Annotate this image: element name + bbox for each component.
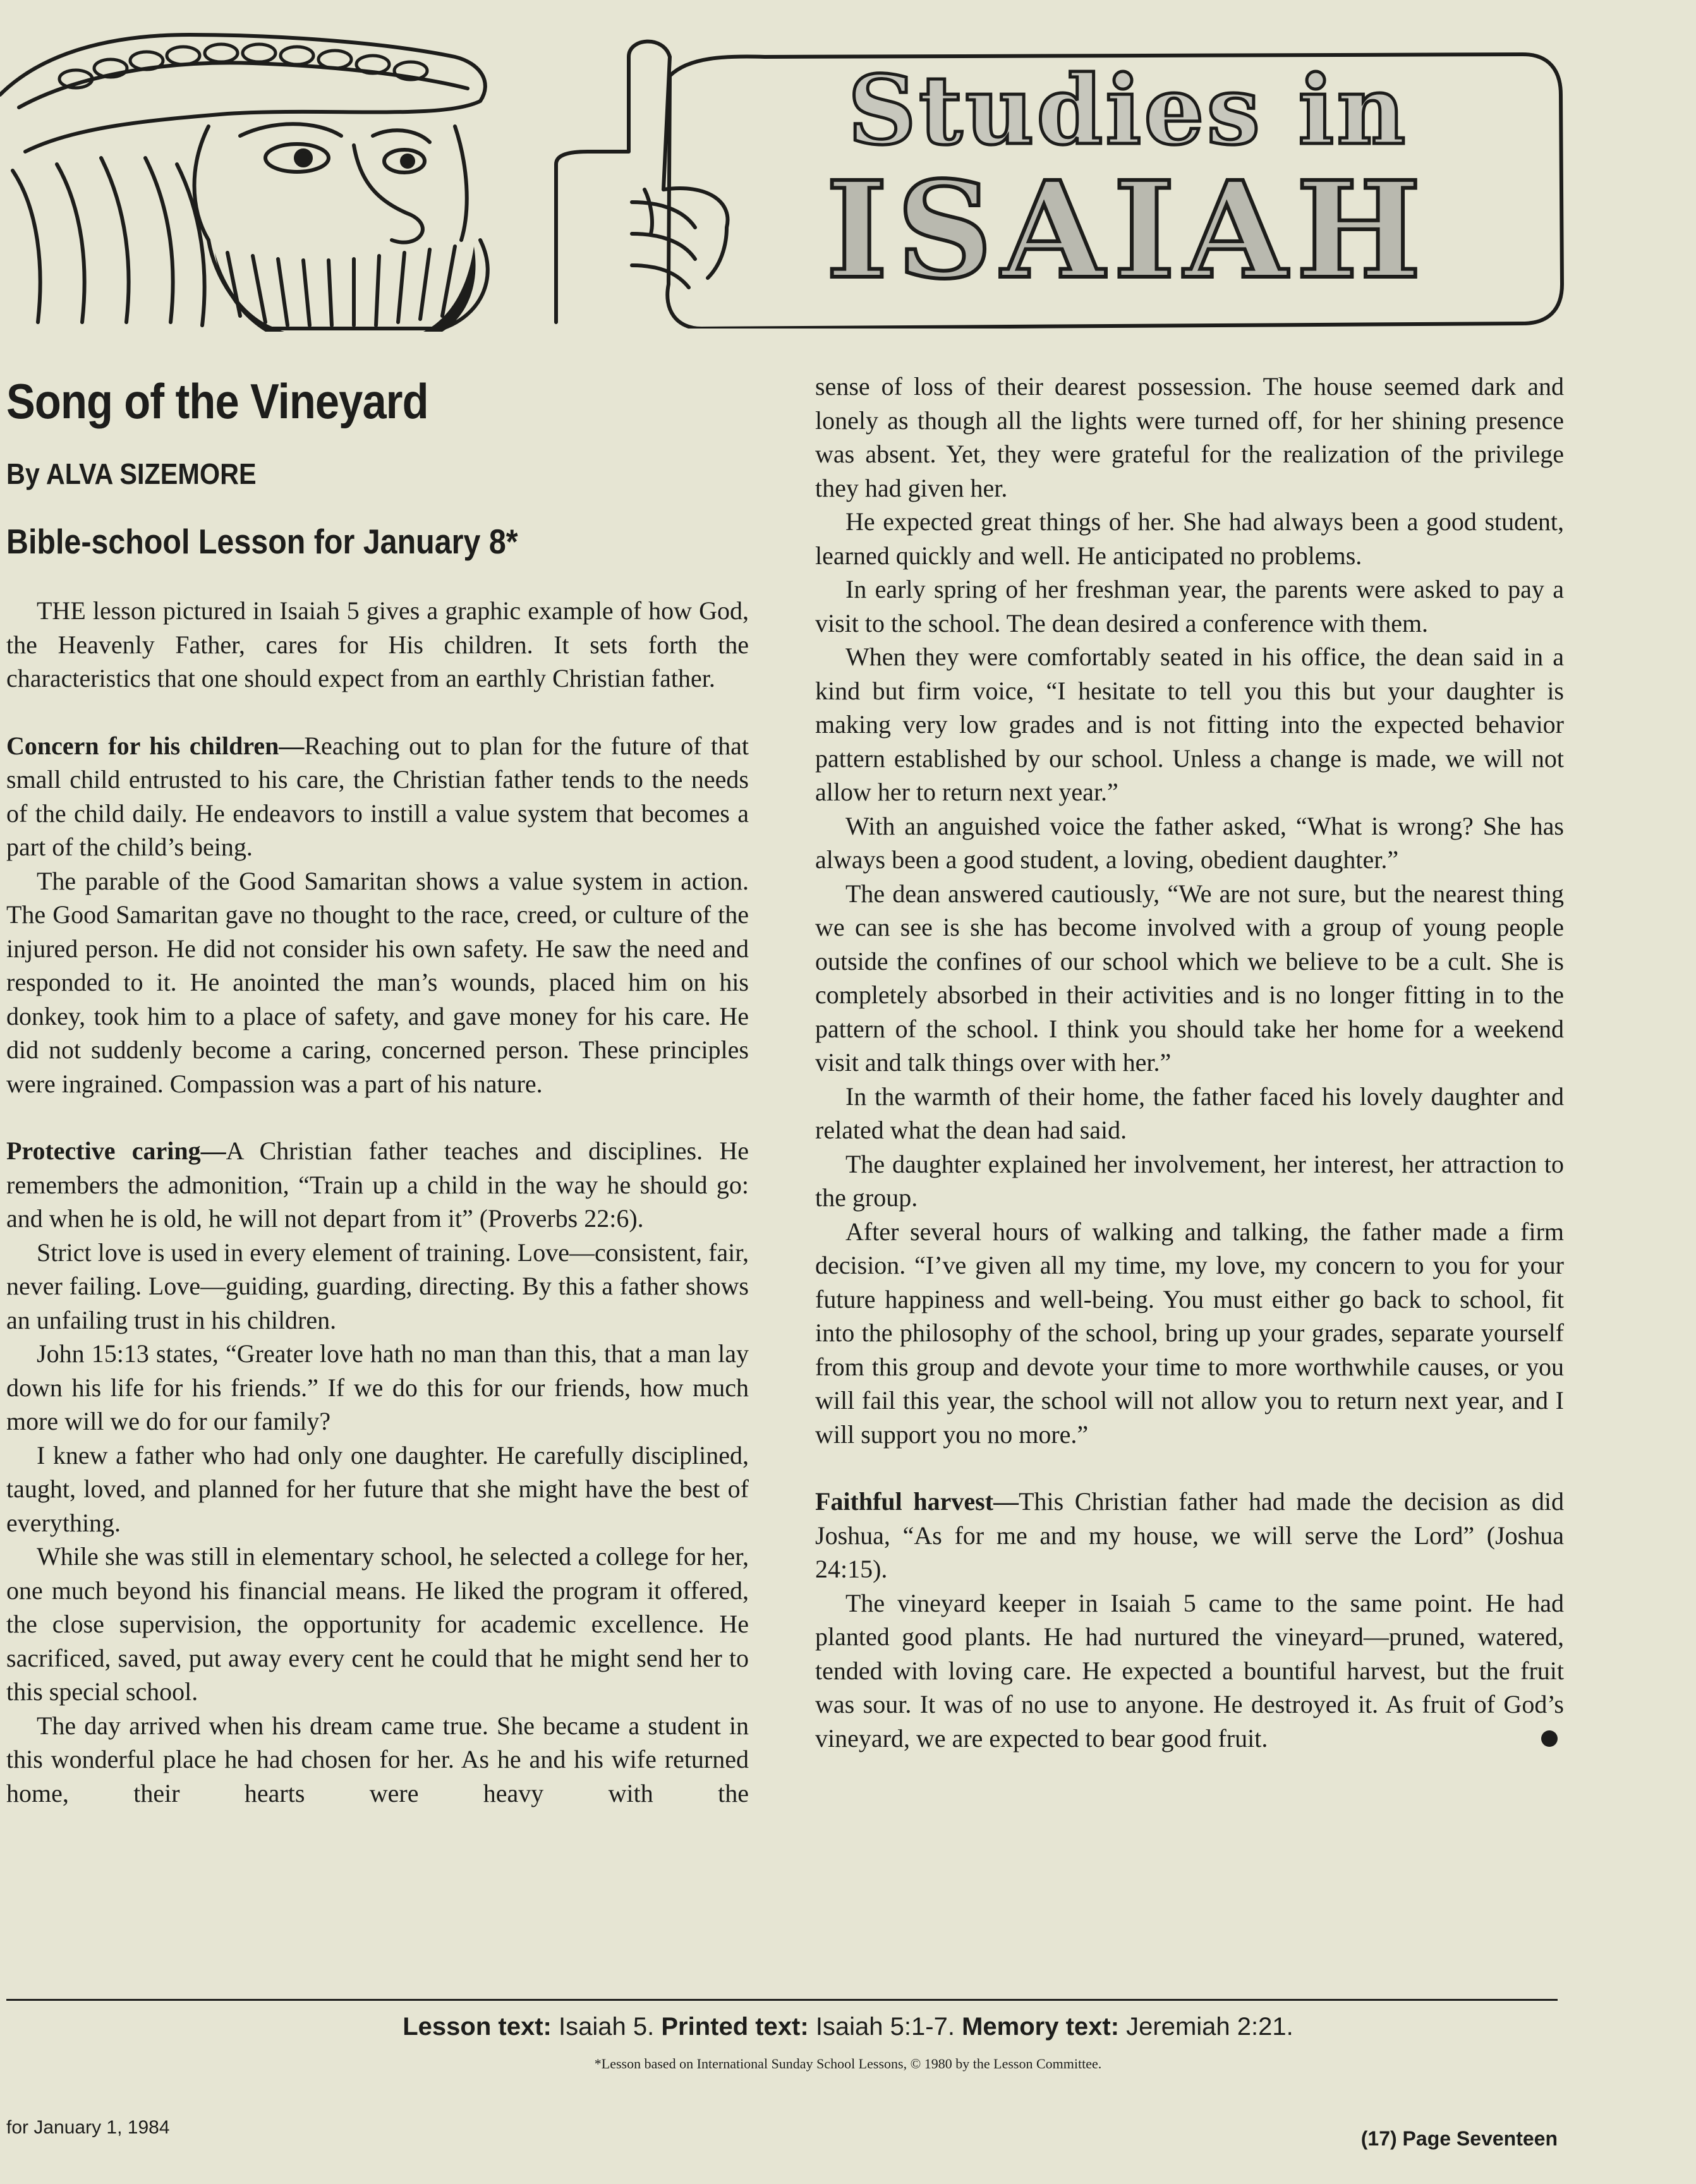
section-harvest <box>815 1485 1564 1586</box>
lesson-date: Bible-school Lesson for January 8* <box>6 522 518 561</box>
section-heading: Concern for his children— <box>6 731 305 760</box>
lesson-text-value: Isaiah 5. <box>558 2013 655 2041</box>
printed-text-label: Printed text: <box>661 2013 809 2041</box>
section-heading: Faithful harvest— <box>815 1487 1019 1516</box>
paragraph: In early spring of her freshman year, the parents were asked to pay a visit to the school. The dean desired a conference with them. <box>815 575 1564 637</box>
paragraph: John 15:13 states, “Greater love hath no man than this, that a man lay down his life for his friends.” If we do this for our friends, how much more will we do for our family? <box>6 1339 749 1435</box>
article-title: Song of the Vineyard <box>6 373 428 429</box>
section-heading: Protective caring— <box>6 1137 226 1165</box>
footer-rule <box>6 1999 1558 2001</box>
series-title-box <box>651 32 1567 329</box>
byline: By ALVA SIZEMORE <box>6 457 257 490</box>
page-header <box>0 0 1696 354</box>
page-number: (17) Page Seventeen <box>1360 2127 1558 2150</box>
paragraph: While she was still in elementary school, he selected a college for her, one much beyond his financial means. He liked the program it offered, the close supervision, the opportunity for academic excellence. He sacrificed, saved, put away every cent he could that he might send her to this special school. <box>6 1542 749 1706</box>
memory-text-label: Memory text: <box>962 2013 1120 2041</box>
paragraph: The dean answered cautiously, “We are not sure, but the nearest thing we can see is she has become involved with a group of young people outside the confines of our school which we believe to be a cult. She is completely absorbed in their activities and is no longer fitting in to the pattern of the school. I think you should take her home for a weekend visit and talk things over with her.” <box>815 879 1564 1077</box>
paragraph: In the warmth of their home, the father faced his lovely daughter and related what the dean had said. <box>815 1082 1564 1144</box>
paragraph: He expected great things of her. She had always been a good student, learned quickly and well. He anticipated no problems. <box>815 507 1564 570</box>
lesson-text-line <box>0 2008 1696 2046</box>
paragraph: Strict love is used in every element of training. Love—consistent, fair, never failing. Love—guiding, guarding, directing. By this a father shows an unfailing trust in his children. <box>6 1238 749 1334</box>
paragraph: The daughter explained her involvement, her interest, her attraction to the group. <box>815 1149 1564 1212</box>
series-title-line2: ISAIAH <box>825 152 1431 308</box>
paragraph-text: This Christian father had made the decision as did Joshua, “As for me and my house, we will serve the Lord” (Joshua 24:15). <box>815 1487 1565 1583</box>
paragraph: With an anguished voice the father asked, “What is wrong? She has always been a good student, a loving, obedient daughter.” <box>815 811 1564 874</box>
paragraph: I knew a father who had only one daughter. He carefully disciplined, taught, loved, and planned for her future that she might have the best of everything. <box>6 1440 749 1537</box>
series-title-line1: Studies in <box>847 55 1408 166</box>
paragraph: The day arrived when his dream came true. She became a student in this wonderful place he had chosen for her. As he and his wife returned home, their hearts were heavy with the <box>6 1711 749 1807</box>
section-protective <box>6 1134 749 1236</box>
right-column <box>815 370 1564 1755</box>
intro-paragraph: THE lesson pictured in Isaiah 5 gives a graphic example of how God, the Heavenly Father, cares for His children. It sets forth the characteristics that one should expect from an earthly Christian father. <box>6 596 749 692</box>
section-concern <box>6 729 749 864</box>
paragraph: When they were comfortably seated in his office, the dean said in a kind but firm voice, “I hesitate to tell you this but your daughter is making very low grades and is not fitting into the expected behavior pattern established by our school. Unless a change is made, we will not allow her to return next year.” <box>815 643 1564 806</box>
paragraph-text: Reaching out to plan for the future of that small child entrusted to his care, the Christian father tends to the needs of the child daily. He endeavors to instill a value system that becomes a part of the child’s being. <box>6 731 749 861</box>
paragraph-text: The vineyard keeper in Isaiah 5 came to the same point. He had planted good plants. He had nurtured the vineyard—pruned, watered, tended with loving care. He expected a bountiful harvest, but the fruit was sour. It was of no use to anyone. He destroyed it. As fruit of God’s vineyard, we are expected to bear good fruit. <box>815 1588 1564 1753</box>
issue-date: for January 1, 1984 <box>6 2117 170 2138</box>
paragraph-text: A Christian father teaches and disciplines. He remembers the admonition, “Train up a child in the way he should go: and when he is old, he will not depart from it” (Proverbs 22:6). <box>6 1137 749 1233</box>
paragraph: After several hours of walking and talking, the father made a firm decision. “I’ve given all my time, my love, my concern to you for your future happiness and well-being. You must either go back to school, fit into the philosophy of the school, bring up your grades, separate yourself from this group and devote your time to more worthwhile causes, or you will fail this year, the school will not allow you to return next year, and I will support you no more.” <box>815 1217 1564 1449</box>
end-of-article-mark <box>1541 1730 1558 1747</box>
paragraph-final <box>815 1586 1564 1756</box>
printed-text-value: Isaiah 5:1-7. <box>815 2013 955 2041</box>
paragraph-continued: sense of loss of their dearest possession. The house seemed dark and lonely as though all the lights were turned off, for her shining presence was absent. Yet, they were grateful for the realization of the privilege they had given her. <box>815 372 1564 502</box>
lesson-text-label: Lesson text: <box>403 2013 552 2041</box>
copyright-footnote: *Lesson based on International Sunday School Lessons, © 1980 by the Lesson Committee. <box>594 2056 1102 2072</box>
memory-text-value: Jeremiah 2:21. <box>1126 2013 1293 2041</box>
left-column <box>6 594 749 1810</box>
paragraph: The parable of the Good Samaritan shows a value system in action. The Good Samaritan gave no thought to the race, creed, or culture of the injured person. He did not consider his own safety. He saw the need and responded to it. He anointed the man’s wounds, placed him on his donkey, took him to a place of safety, and gave money for his care. He did not suddenly become a caring, concerned person. These principles were ingrained. Compassion was a part of his nature. <box>6 866 749 1098</box>
